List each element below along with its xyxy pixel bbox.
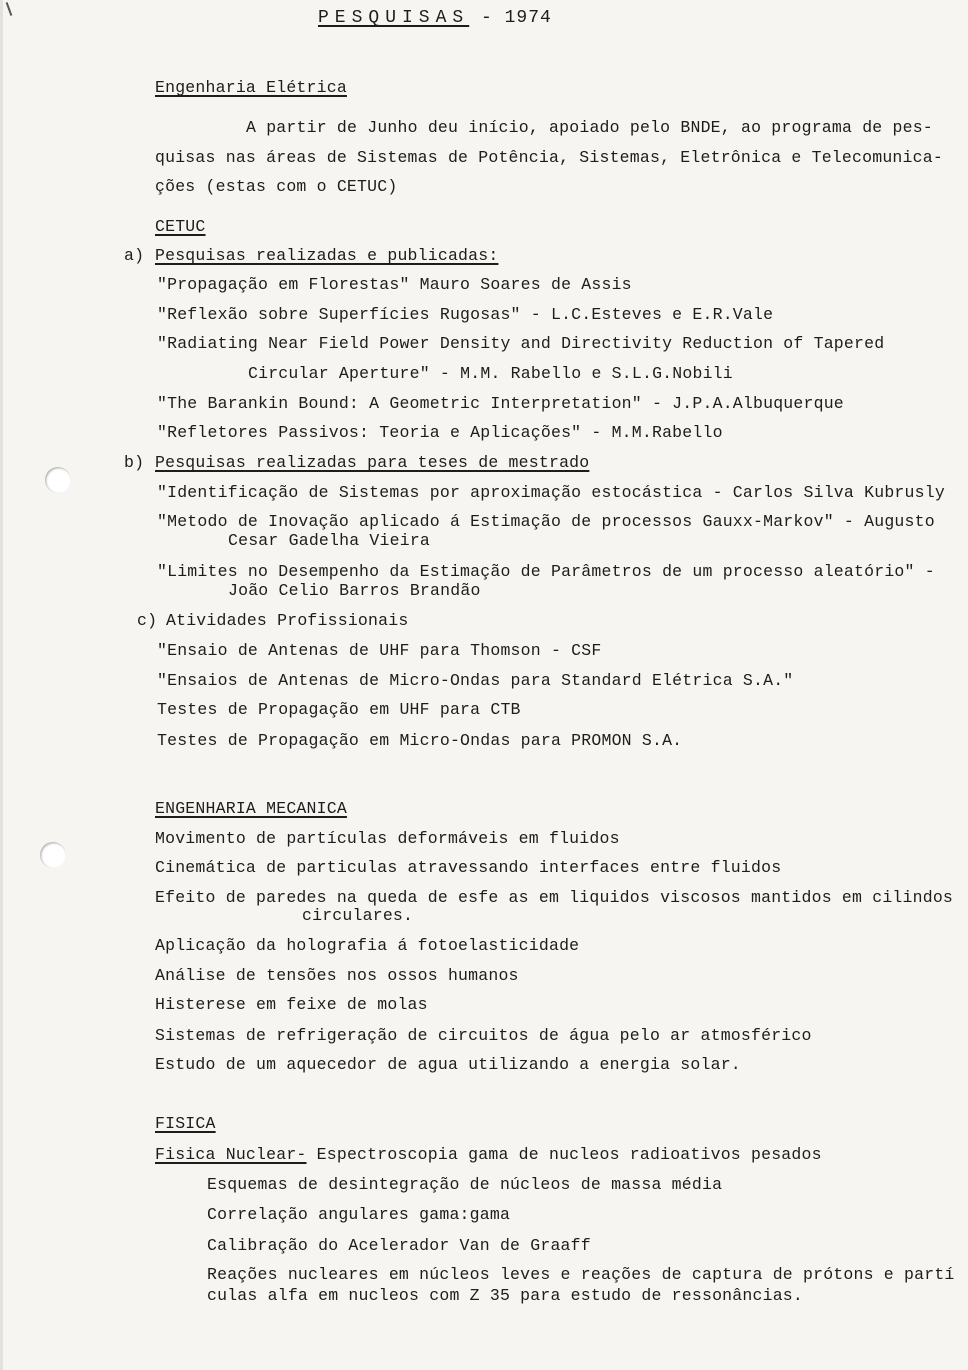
list-item: "Propagação em Florestas" Mauro Soares de Assis <box>157 275 632 294</box>
pen-mark <box>6 2 13 16</box>
subheading-profissionais: Atividades Profissionais <box>166 611 409 630</box>
title-word: PESQUISAS <box>318 8 470 28</box>
list-item: Reações nucleares em núcleos leves e reações de captura de prótons e partí <box>207 1265 955 1284</box>
intro-line: A partir de Junho deu início, apoiado pelo BNDE, ao programa de pes- <box>246 118 933 137</box>
list-marker-a: a) <box>124 246 145 265</box>
list-item: "Reflexão sobre Superfícies Rugosas" - L.C.Esteves e E.R.Vale <box>157 305 774 324</box>
list-item: Testes de Propagação em UHF para CTB <box>157 700 521 719</box>
list-item: Análise de tensões nos ossos humanos <box>155 966 519 985</box>
list-item: Sistemas de refrigeração de circuitos de água pelo ar atmosférico <box>155 1026 812 1045</box>
list-item: "The Barankin Bound: A Geometric Interpretation" - J.P.A.Albuquerque <box>157 394 844 413</box>
title-year: - 1974 <box>481 8 552 28</box>
list-item: Calibração do Acelerador Van de Graaff <box>207 1236 591 1255</box>
fisica-nuclear-heading: Fisica Nuclear- <box>155 1145 307 1164</box>
list-item: Estudo de um aquecedor de agua utilizando a energia solar. <box>155 1055 741 1074</box>
list-item: Cinemática de particulas atravessando interfaces entre fluidos <box>155 858 782 877</box>
subheading-cetuc: CETUC <box>155 217 206 236</box>
punch-hole-bottom <box>40 842 66 868</box>
intro-line: ções (estas com o CETUC) <box>155 177 398 196</box>
page-title <box>318 8 552 28</box>
list-item: Efeito de paredes na queda de esfe as em liquidos viscosos mantidos em cilindos <box>155 888 954 907</box>
list-item: Cesar Gadelha Vieira <box>228 531 431 550</box>
list-item: Correlação angulares gama:gama <box>207 1205 511 1224</box>
list-marker-c: c) <box>137 611 158 630</box>
list-item: Testes de Propagação em Micro-Ondas para PROMON S.A. <box>157 731 683 750</box>
list-marker-b: b) <box>124 453 145 472</box>
list-item: "Ensaios de Antenas de Micro-Ondas para Standard Elétrica S.A." <box>157 671 794 690</box>
fisica-nuclear-line <box>155 1145 822 1165</box>
list-item: circulares. <box>302 906 414 925</box>
list-item: "Ensaio de Antenas de UHF para Thomson - CSF <box>157 641 602 660</box>
subheading-publicadas: Pesquisas realizadas e publicadas: <box>155 246 499 265</box>
section-heading-eletrica: Engenharia Elétrica <box>155 78 347 97</box>
list-item: "Radiating Near Field Power Density and Directivity Reduction of Tapered <box>157 334 885 353</box>
list-item: culas alfa em nucleos com Z 35 para estudo de ressonâncias. <box>207 1286 803 1305</box>
list-item: "Limites no Desempenho da Estimação de Parâmetros de um processo aleatório" - <box>157 562 935 581</box>
list-item: Circular Aperture" - M.M. Rabello e S.L.G.Nobili <box>248 364 733 383</box>
section-heading-mecanica: ENGENHARIA MECANICA <box>155 799 347 818</box>
list-item: "Refletores Passivos: Teoria e Aplicações" - M.M.Rabello <box>157 423 723 442</box>
fisica-nuclear-text: Espectroscopia gama de nucleos radioativos pesados <box>306 1145 822 1164</box>
list-item: Movimento de partículas deformáveis em fluidos <box>155 829 620 848</box>
page-edge <box>0 0 3 1370</box>
list-item: Aplicação da holografia á fotoelasticidade <box>155 936 580 955</box>
list-item: Esquemas de desintegração de núcleos de massa média <box>207 1175 723 1194</box>
list-item: João Celio Barros Brandão <box>228 581 481 600</box>
subheading-mestrado: Pesquisas realizadas para teses de mestrado <box>155 453 590 472</box>
list-item: "Metodo de Inovação aplicado á Estimação de processos Gauxx-Markov" - Augusto <box>157 512 935 531</box>
punch-hole-top <box>45 467 71 493</box>
list-item: Histerese em feixe de molas <box>155 995 428 1014</box>
section-heading-fisica: FISICA <box>155 1114 216 1133</box>
intro-line: quisas nas áreas de Sistemas de Potência, Sistemas, Eletrônica e Telecomunica- <box>155 148 943 167</box>
list-item: "Identificação de Sistemas por aproximação estocástica - Carlos Silva Kubrusly <box>157 483 945 502</box>
